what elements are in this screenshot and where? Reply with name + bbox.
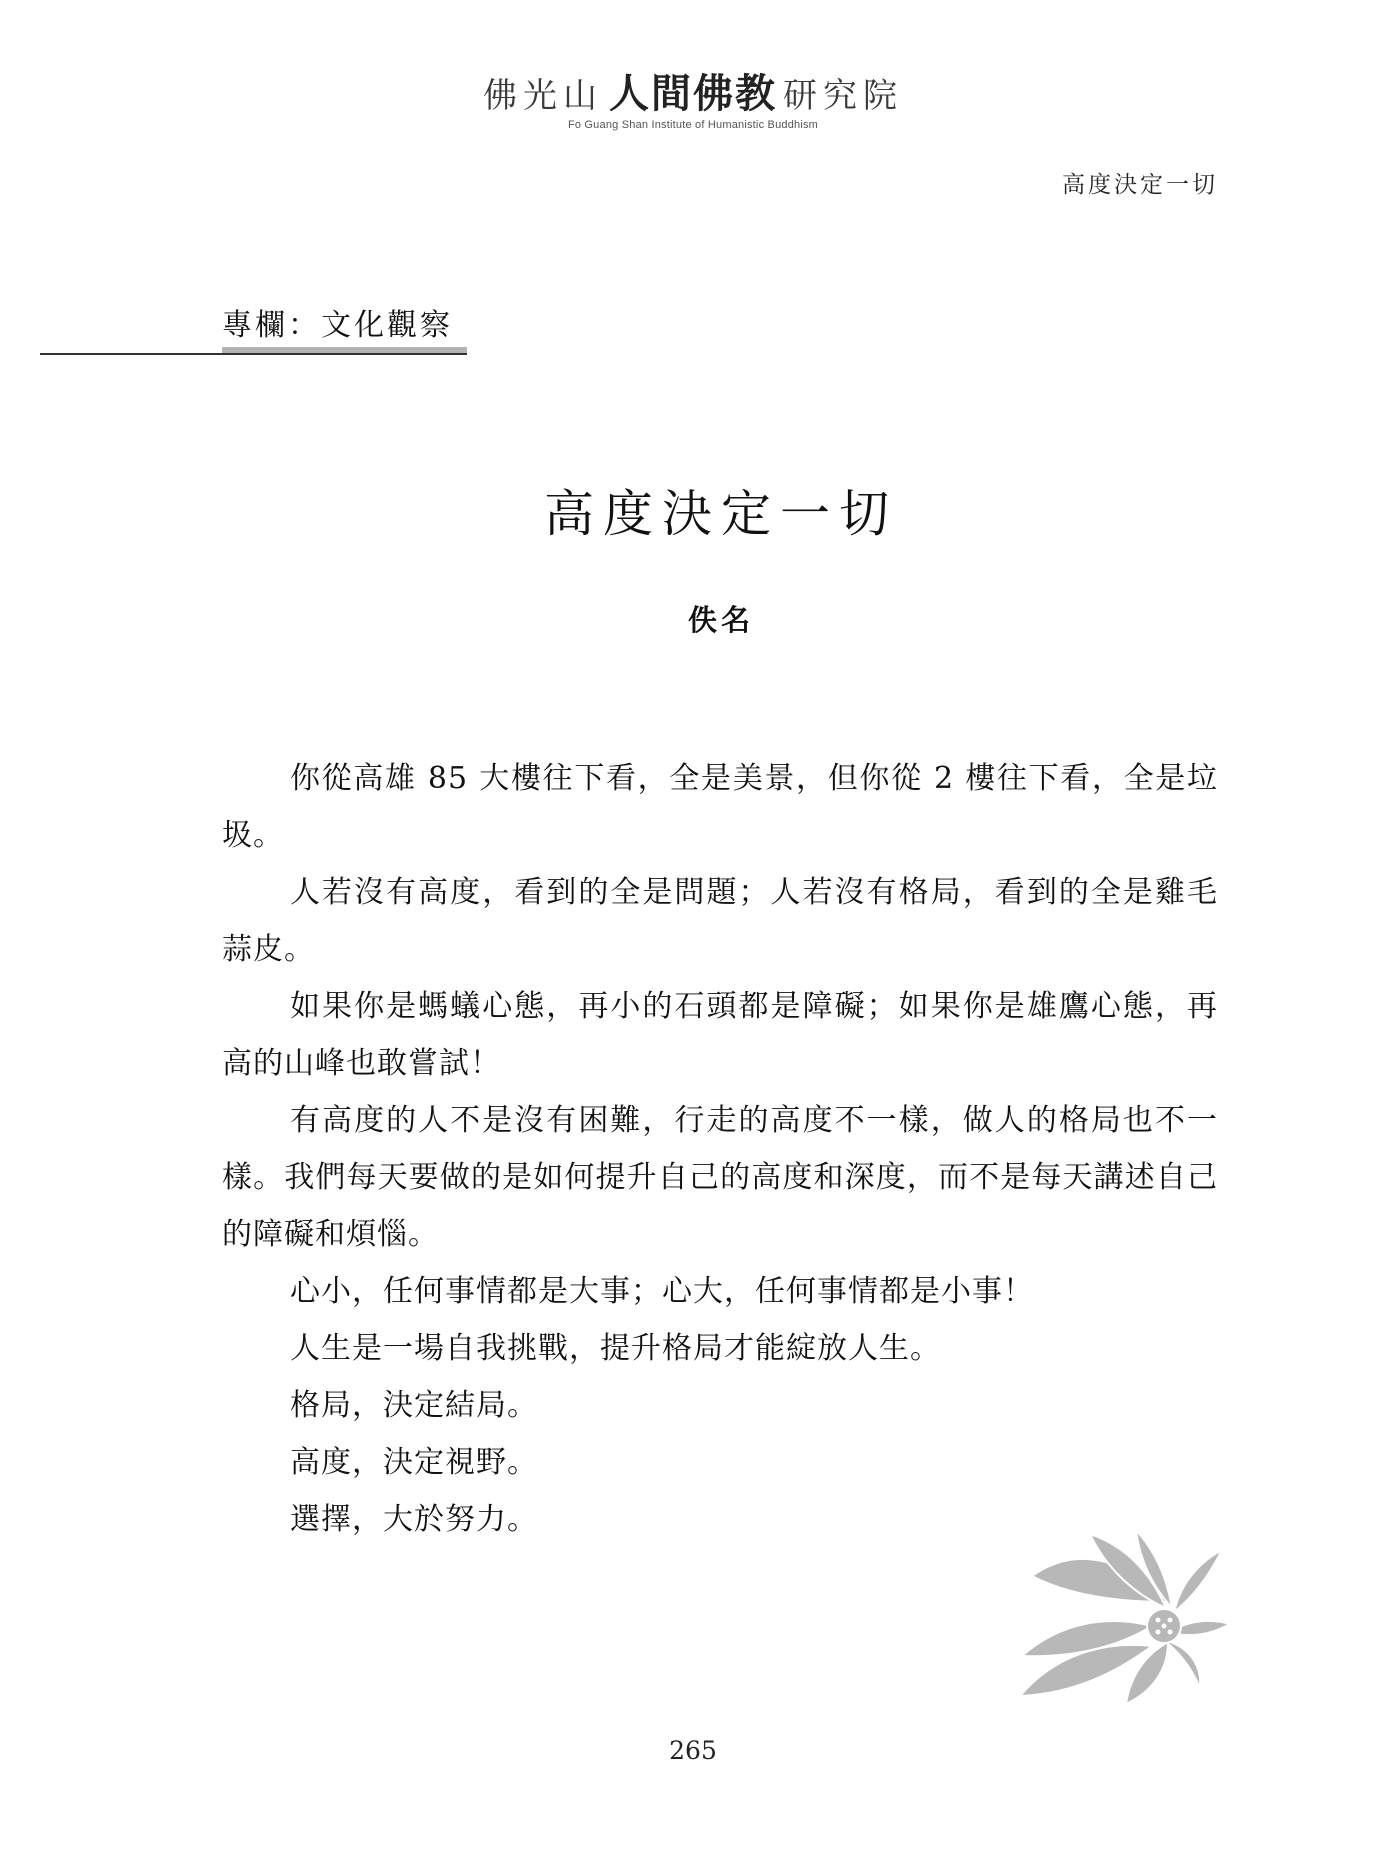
logo-calligraphy: 人間佛教	[609, 70, 777, 117]
logo-left-text: 佛光山	[483, 76, 603, 116]
logo-title	[0, 62, 1386, 119]
section-label: 專欄：文化觀察	[222, 308, 453, 343]
paragraph: 人若沒有高度，看到的全是問題；人若沒有格局，看到的全是雞毛蒜皮。	[222, 875, 1218, 967]
paragraph: 心小，任何事情都是大事；心大，任何事情都是小事！	[290, 1274, 1034, 1309]
paragraph: 高度，決定視野。	[290, 1445, 538, 1480]
lotus-icon	[1018, 1528, 1230, 1712]
article-author: 佚名	[687, 603, 754, 637]
logo-subtitle: Fo Guang Shan Institute of Humanistic Buddhism	[567, 119, 819, 131]
article-body	[222, 750, 1218, 1548]
paragraph: 人生是一場自我挑戰，提升格局才能綻放人生。	[290, 1331, 941, 1366]
section-divider	[40, 353, 467, 355]
paragraph: 有高度的人不是沒有困難，行走的高度不一樣，做人的格局也不一樣。我們每天要做的是如何提升自己的高度和深度，而不是每天講述自己的障礙和煩惱。	[222, 1103, 1218, 1252]
article-title: 高度決定一切	[544, 485, 898, 543]
institute-logo	[0, 62, 1386, 131]
paragraph: 你從高雄 85 大樓往下看，全是美景，但你從 2 樓往下看，全是垃圾。	[222, 761, 1218, 853]
page-number: 265	[669, 1736, 717, 1765]
paragraph: 選擇，大於努力。	[290, 1502, 538, 1537]
paragraph: 格局，決定結局。	[290, 1388, 538, 1423]
running-header: 高度決定一切	[1062, 172, 1218, 198]
logo-right-text: 研究院	[783, 76, 903, 116]
paragraph: 如果你是螞蟻心態，再小的石頭都是障礙；如果你是雄鷹心態，再高的山峰也敢嘗試！	[222, 989, 1218, 1081]
